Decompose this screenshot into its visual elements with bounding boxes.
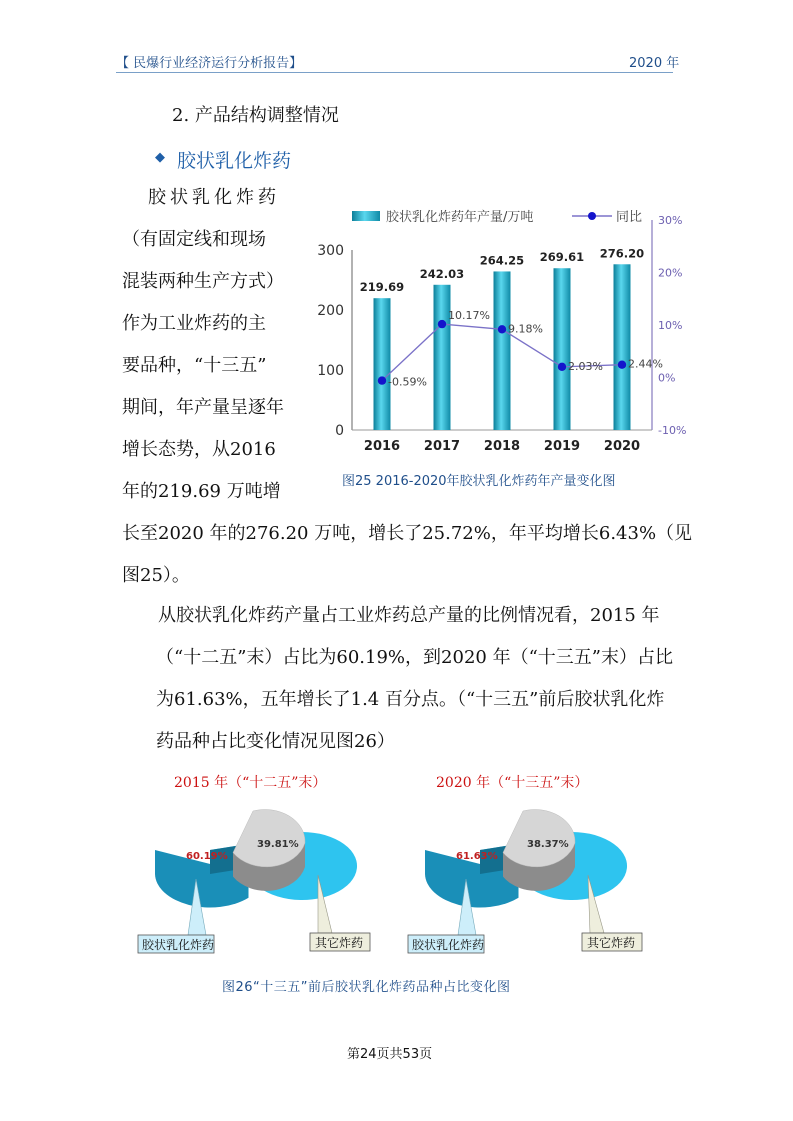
para1-line: 胶状乳化炸药 [148, 187, 280, 208]
pie-value-label: 60.19% [186, 851, 228, 862]
para1-line: 年的219.69 万吨增 [122, 481, 281, 502]
production-bar-chart [300, 200, 700, 470]
yoy-point [438, 320, 446, 328]
para1-line: 要品种，“十三五” [122, 355, 267, 376]
y2-tick-label: -10% [658, 424, 687, 437]
subheading: 胶状乳化炸药 [177, 150, 292, 172]
x-tick-label: 2018 [483, 439, 521, 454]
legend-bar-swatch [352, 211, 380, 221]
para1-line: 混装两种生产方式） [122, 271, 284, 292]
section-heading: 2. 产品结构调整情况 [172, 105, 339, 126]
pie-2015-title: 2015 年（“十二五”末） [174, 775, 327, 791]
pie-value-label: 38.37% [527, 839, 569, 850]
callout-label: 其它炸药 [315, 936, 364, 950]
para2-line: 药品种占比变化情况见图26） [156, 731, 395, 752]
bar-value-label: 276.20 [599, 246, 645, 261]
yoy-point [558, 363, 566, 371]
bar-value-label: 242.03 [419, 266, 465, 281]
x-tick-label: 2016 [363, 439, 401, 454]
para1-line: 作为工业炸药的主 [122, 313, 266, 334]
figure26-caption: 图26“十三五”前后胶状乳化炸药品种占比变化图 [222, 980, 511, 995]
header-title: 【 民爆行业经济运行分析报告】 [116, 56, 303, 71]
bar [554, 268, 571, 430]
bar-value-label: 219.69 [359, 280, 405, 295]
para1-line: 期间，年产量呈逐年 [122, 397, 284, 418]
para2-line: 为61.63%，五年增长了1.4 百分点。（“十三五”前后胶状乳化炸 [156, 689, 665, 710]
diamond-bullet-icon: ◆ [155, 150, 165, 165]
y-tick-label: 300 [317, 243, 344, 259]
para1-line: （有固定线和现场 [122, 229, 266, 250]
y2-tick-label: 10% [658, 319, 683, 332]
yoy-point [618, 360, 626, 368]
yoy-point [378, 376, 386, 384]
yoy-point [498, 325, 506, 333]
yoy-value-label: 2.03% [568, 359, 603, 373]
callout-label: 胶状乳化炸药 [412, 938, 485, 952]
legend-line-marker [588, 212, 596, 220]
figure25-caption: 图25 2016-2020年胶状乳化炸药年产量变化图 [342, 474, 616, 489]
yoy-value-label: 9.18% [508, 322, 543, 336]
callout-label: 胶状乳化炸药 [142, 938, 215, 952]
y2-tick-label: 0% [658, 371, 676, 385]
legend-line-label: 同比 [616, 210, 643, 225]
x-tick-label: 2019 [543, 439, 581, 454]
pie-value-label: 61.63% [456, 851, 498, 862]
bar-value-label: 269.61 [539, 250, 585, 265]
para1-line: 图25）。 [122, 565, 190, 586]
header-year: 2020 年 [629, 56, 680, 71]
y2-tick-label: 30% [658, 214, 683, 227]
pie-2015 [130, 795, 380, 970]
y-tick-label: 200 [317, 303, 344, 319]
y-tick-label: 0 [335, 423, 344, 439]
header-rule [116, 72, 673, 73]
x-tick-label: 2020 [603, 439, 641, 454]
bar [434, 285, 451, 430]
bar [494, 271, 511, 430]
para2-line: 从胶状乳化炸药产量占工业炸药总产量的比例情况看，2015 年 [158, 605, 660, 626]
bar-value-label: 264.25 [479, 253, 525, 268]
para2-line: （“十二五”末）占比为60.19%，到2020 年（“十三五”末）占比 [156, 647, 673, 668]
yoy-value-label: 10.17% [448, 309, 490, 323]
y-tick-label: 100 [317, 363, 344, 379]
yoy-value-label: -0.59% [388, 375, 427, 389]
callout-label: 其它炸药 [587, 936, 636, 950]
bar [614, 264, 631, 430]
pie-2020 [400, 795, 650, 970]
pie-2020-title: 2020 年（“十三五”末） [436, 775, 589, 791]
x-tick-label: 2017 [423, 439, 461, 454]
para1-line: 长至2020 年的276.20 万吨，增长了25.72%，年平均增长6.43%（见 [122, 523, 693, 544]
legend-bar-label: 胶状乳化炸药年产量/万吨 [386, 210, 534, 225]
pie-value-label: 39.81% [257, 839, 299, 850]
yoy-value-label: 2.44% [628, 357, 663, 371]
page-number: 第24页共53页 [347, 1047, 433, 1062]
bar [374, 298, 391, 430]
para1-line: 增长态势，从2016 [122, 439, 276, 460]
y2-tick-label: 20% [658, 266, 683, 280]
